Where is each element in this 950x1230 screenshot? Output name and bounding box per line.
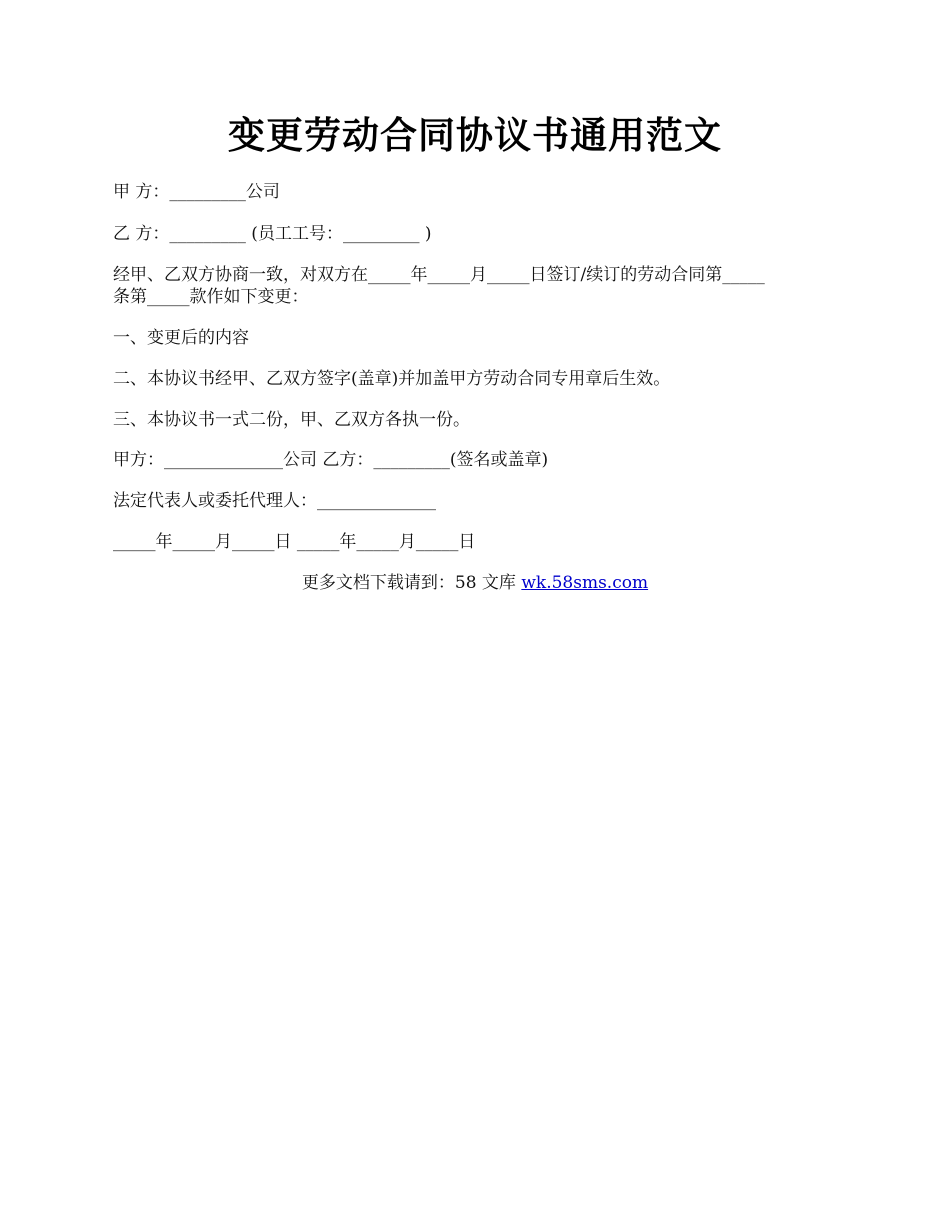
date-line: _____年_____月_____日 _____年_____月_____日	[113, 532, 476, 552]
footer	[0, 572, 950, 594]
agreement-intro-line-2: 条第_____款作如下变更：	[113, 287, 309, 307]
document-title: 变更劳动合同协议书通用范文	[228, 113, 722, 157]
signature-line: 甲方：______________公司 乙方：_________(签名或盖章)	[113, 450, 549, 470]
agreement-intro-line-1: 经甲、乙双方协商一致，对双方在_____年_____月_____日签订/续订的劳动合同第_____	[113, 265, 765, 285]
clause-one: 一、变更后的内容	[113, 328, 249, 348]
clause-two: 二、本协议书经甲、乙双方签字(盖章)并加盖甲方劳动合同专用章后生效。	[113, 369, 671, 389]
clause-three: 三、本协议书一式二份，甲、乙双方各执一份。	[113, 410, 470, 430]
footer-text: 更多文档下载请到：58 文库	[301, 573, 522, 593]
party-a-line: 甲 方：_________公司	[113, 182, 280, 202]
representative-line: 法定代表人或委托代理人：______________	[113, 491, 436, 511]
footer-link[interactable]: wk.58sms.com	[521, 573, 649, 593]
party-b-line: 乙 方：_________ (员工工号：_________ )	[113, 224, 432, 244]
